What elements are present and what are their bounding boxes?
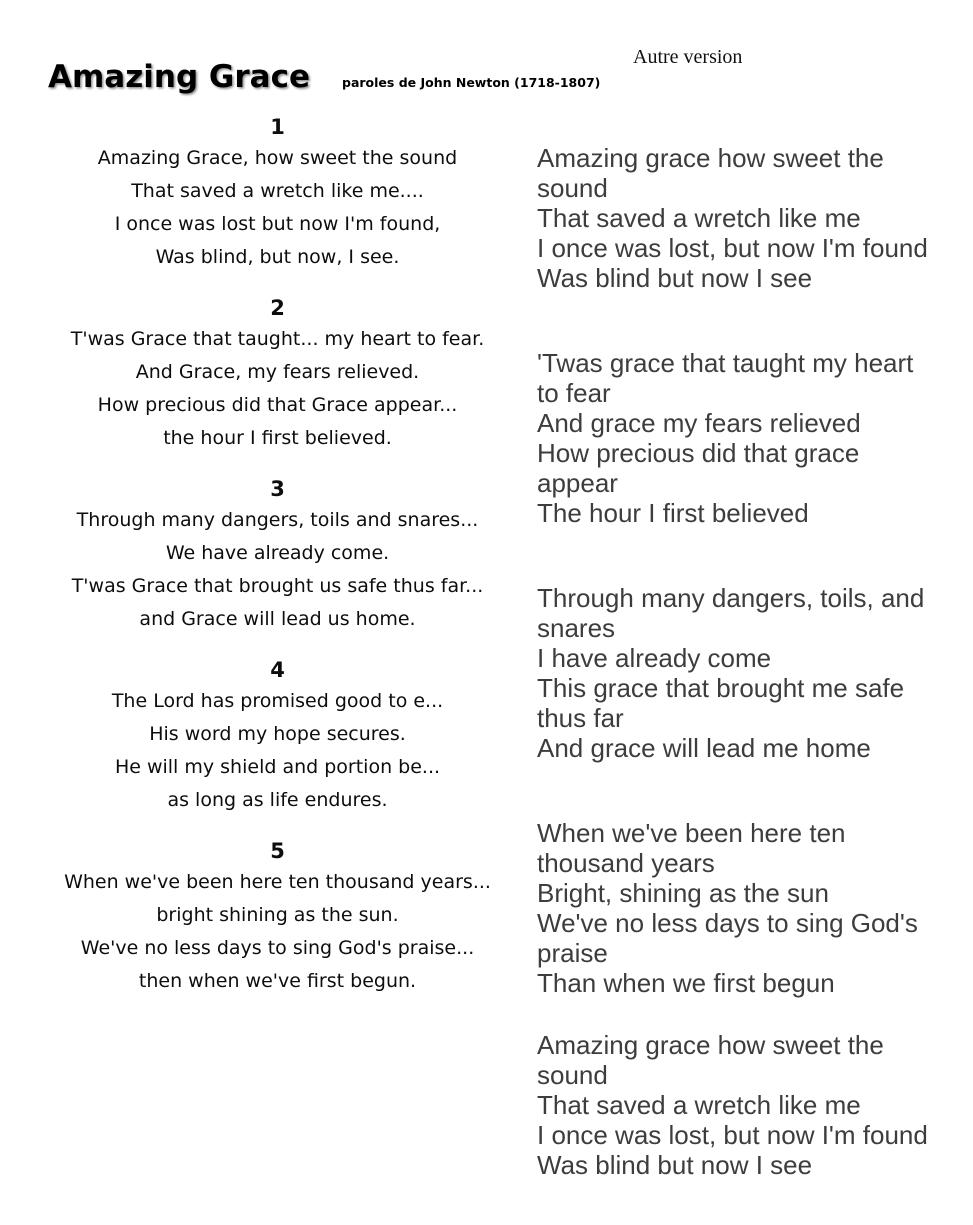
- stanza-block-3: [537, 583, 939, 763]
- stanza-line: I once was lost, but now I'm found: [537, 233, 928, 263]
- verse-line: We've no less days to sing God's praise...: [80, 937, 475, 959]
- stanza-line: Bright, shining as the sun: [537, 878, 829, 908]
- verse-line: T'was Grace that brought us safe thus far...: [71, 575, 484, 597]
- stanza-block-4: [537, 818, 939, 998]
- title-row: [30, 55, 601, 99]
- verse-block-4: [30, 655, 525, 817]
- verse-number: 2: [270, 296, 285, 320]
- verse-line: And Grace, my fears relieved.: [135, 361, 420, 383]
- stanza-line: I have already come: [537, 643, 772, 673]
- stanza-line: Amazing grace how sweet the sound: [537, 1030, 884, 1090]
- stanza-line: How precious did that grace appear: [537, 438, 860, 498]
- verse-line: Was blind, but now, I see.: [155, 246, 400, 268]
- verse-line: then when we've first begun.: [138, 970, 417, 992]
- verse-number: 1: [270, 115, 285, 139]
- verse-line: We have already come.: [165, 542, 390, 564]
- right-version-column: [537, 0, 939, 1180]
- stanza-line: When we've been here ten thousand years: [537, 818, 846, 878]
- stanza-line: Amazing grace how sweet the sound: [537, 143, 884, 203]
- verse-line: as long as life endures.: [167, 789, 388, 811]
- verse-line: bright shining as the sun.: [156, 904, 399, 926]
- verse-number: 4: [270, 658, 285, 682]
- verse-line: Through many dangers, toils and snares...: [76, 509, 479, 531]
- stanza-line: 'Twas grace that taught my heart to fear: [537, 348, 914, 408]
- stanza-line: Was blind but now I see: [537, 263, 813, 293]
- stanza-line: That saved a wretch like me: [537, 1090, 861, 1120]
- verse-line: Amazing Grace, how sweet the sound: [97, 147, 458, 169]
- stanza-line: This grace that brought me safe thus far: [537, 673, 905, 733]
- verse-line: T'was Grace that taught... my heart to fear.: [70, 328, 485, 350]
- verse-line: The Lord has promised good to e...: [111, 690, 444, 712]
- verse-block-5: [30, 836, 525, 998]
- stanza-line: Was blind but now I see: [537, 1150, 813, 1180]
- stanza-line: And grace will lead me home: [537, 733, 871, 763]
- stanza-block-2: [537, 348, 939, 528]
- stanza-line: I once was lost, but now I'm found: [537, 1120, 928, 1150]
- verse-line: When we've been here ten thousand years...: [64, 871, 491, 893]
- stanza-line: We've no less days to sing God's praise: [537, 908, 918, 968]
- verse-line: and Grace will lead us home.: [139, 608, 416, 630]
- verse-block-1: [30, 112, 525, 274]
- verse-number: 5: [270, 839, 285, 863]
- stanza-line: And grace my fears relieved: [537, 408, 861, 438]
- verse-block-2: [30, 293, 525, 455]
- stanza-line: The hour I first believed: [537, 498, 809, 528]
- left-version-column: [30, 55, 601, 1017]
- verse-line: That saved a wretch like me....: [131, 180, 424, 202]
- verse-line: I once was lost but now I'm found,: [114, 213, 441, 235]
- verse-number: 3: [270, 477, 285, 501]
- verse-line: How precious did that Grace appear...: [97, 394, 458, 416]
- verse-line: the hour I first believed.: [163, 427, 392, 449]
- stanza-block-5: [537, 1030, 939, 1180]
- verse-line: His word my hope secures.: [149, 723, 406, 745]
- verses-container: [30, 112, 525, 998]
- verse-line: He will my shield and portion be...: [114, 756, 441, 778]
- alternate-version-header: Autre version: [633, 46, 743, 68]
- stanza-line: Through many dangers, toils, and snares: [537, 583, 925, 643]
- stanza-line: Than when we first begun: [537, 968, 835, 998]
- page-subtitle: paroles de John Newton (1718-1807): [342, 75, 601, 90]
- stanza-block-1: [537, 143, 939, 293]
- page-title: Amazing Grace: [48, 59, 310, 95]
- verse-block-3: [30, 474, 525, 636]
- stanza-line: That saved a wretch like me: [537, 203, 861, 233]
